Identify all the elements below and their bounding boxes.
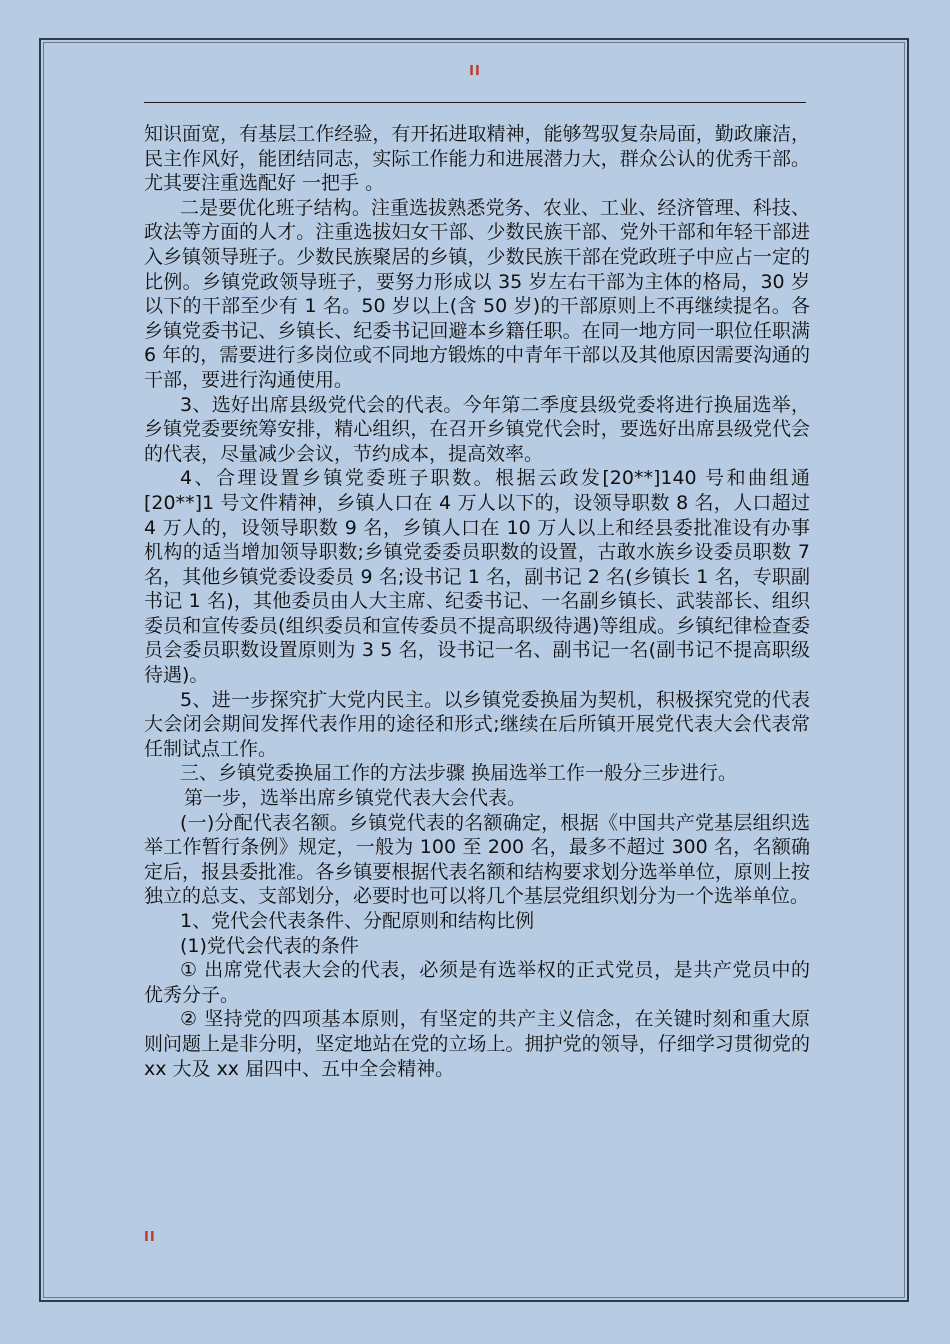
subheading: 1、党代会代表条件、分配原则和结构比例 [180, 910, 535, 932]
paragraph: 3、选好出席县级党代会的代表。今年第二季度县级党委将进行换届选举，乡镇党委要统筹安排，精心组织，在召开乡镇党代会时，要选好出席县级党代会的代表，尽量减少会议，节约成本，提高效率。 [144, 393, 810, 465]
header-rule [144, 102, 806, 103]
paragraph: 4、合理设置乡镇党委班子职数。根据云政发[20**]140 号和曲组通[20**]1 号文件精神，乡镇人口在 4 万人以下的，设领导职数 8 名，人口超过 4 万人的，设领导职数 9 名，乡镇人口在 10 万人以上和经县委批准设有办事机构的适当增加领导职数;乡镇党委委员职数的设置，古敢水族乡设委员职数 7 名，其他乡镇党委设委员 9 名;设书记 1 名，副书记 2 名(乡镇长 1 名，专职副书记 1 名)，其他委员由人大主席、纪委书记、一名副乡镇长、武装部长、组织委员和宣传委员(组织委员和宣传委员不提高职级待遇)等组成。乡镇纪律检查委员会委员职数设置原则为 3 5 名，设书记一名、副书记一名(副书记不提高职级待遇)。 [144, 467, 810, 687]
header-mark: II [469, 64, 481, 79]
paragraph: 5、进一步探究扩大党内民主。以乡镇党委换届为契机，积极探究党的代表大会闭会期间发挥代表作用的途径和形式;继续在后所镇开展党代表大会代表常任制试点工作。 [144, 688, 810, 760]
subheading: (1)党代会代表的条件 [180, 934, 359, 957]
document-body [144, 122, 810, 1081]
paragraph: 二是要优化班子结构。注重选拔熟悉党务、农业、工业、经济管理、科技、政法等方面的人才。注重选拔妇女干部、少数民族干部、党外干部和年轻干部进入乡镇领导班子。少数民族聚居的乡镇，少数民族干部在党政班子中应占一定的比例。乡镇党政领导班子，要努力形成以 35 岁左右干部为主体的格局，30 岁以下的干部至少有 1 名。50 岁以上(含 50 岁)的干部原则上不再继续提名。各乡镇党委书记、乡镇长、纪委书记回避本乡籍任职。在同一地方同一职位任职满 6 年的，需要进行多岗位或不同地方锻炼的中青年干部以及其他原因需要沟通的干部，要进行沟通使用。 [144, 196, 810, 391]
footer-mark: II [144, 1230, 156, 1245]
paragraph: (一)分配代表名额。乡镇党代表的名额确定，根据《中国共产党基层组织选举工作暂行条例》规定，一般为 100 至 200 名，最多不超过 300 名，名额确定后，报县委批准。各乡镇要根据代表名额和结构要求划分选举单位，原则上按独立的总支、支部划分，必要时也可以将几个基层党组织划分为一个选举单位。 [144, 811, 810, 908]
section-heading: 三、乡镇党委换届工作的方法步骤 换届选举工作一般分三步进行。 [180, 762, 738, 785]
list-item: ① 出席党代表大会的代表，必须是有选举权的正式党员，是共产党员中的优秀分子。 [144, 959, 810, 1006]
paragraph: 知识面宽，有基层工作经验，有开拓进取精神，能够驾驭复杂局面，勤政廉洁，民主作风好，能团结同志，实际工作能力和进展潜力大，群众公认的优秀干部。尤其要注重选配好 一把手 。 [144, 123, 810, 195]
list-item: ② 坚持党的四项基本原则，有坚定的共产主义信念，在关键时刻和重大原则问题上是非分明，坚定地站在党的立场上。拥护党的领导，仔细学习贯彻党的 xx 大及 xx 届四中、五中全会精神。 [144, 1008, 810, 1080]
step-heading: 第一步，选举出席乡镇党代表大会代表。 [184, 787, 527, 810]
